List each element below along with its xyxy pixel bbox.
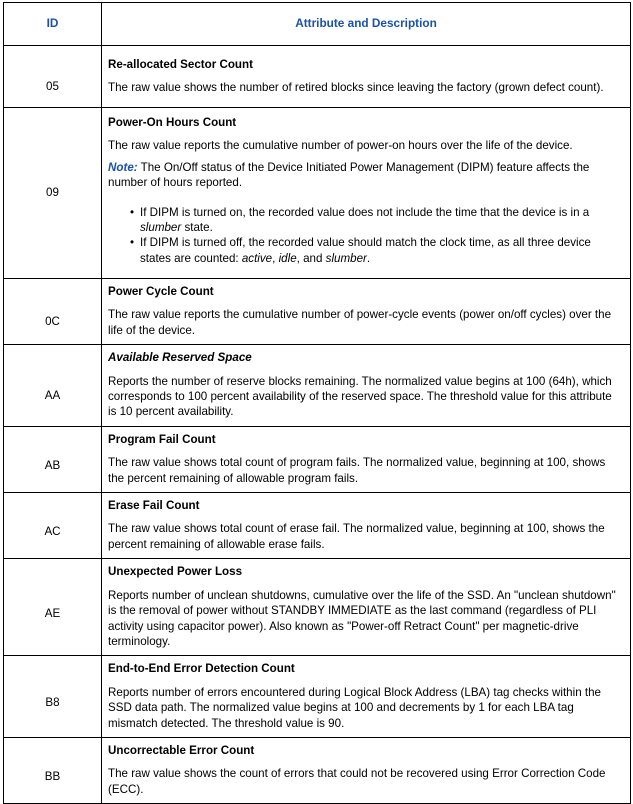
attribute-cell: [102, 559, 631, 656]
list-item: [130, 205, 620, 236]
note-bullet-list: [108, 205, 620, 267]
table-row: [4, 46, 631, 108]
attribute-title: End-to-End Error Detection Count: [108, 662, 295, 676]
note-text: The On/Off status of the Device Initiated Power Management (DIPM) feature affects the number of hours reported.: [108, 160, 590, 190]
bullet-emphasis: slumber: [140, 220, 182, 234]
attribute-description: The raw value shows the number of retired blocks since leaving the factory (grown defect count).: [108, 81, 604, 94]
attribute-note: [108, 160, 620, 191]
attribute-description: The raw value shows total count of program fails. The normalized value, beginning at 100, shows the percent remaining of allowable program fails.: [108, 456, 606, 485]
note-label: Note:: [108, 160, 138, 174]
attribute-cell: [102, 493, 631, 559]
table-row: [4, 493, 631, 559]
attribute-cell: [102, 345, 631, 427]
bullet-text: state.: [181, 220, 213, 234]
attribute-id: B8: [4, 656, 102, 738]
attribute-id: BB: [4, 737, 102, 803]
attribute-description: The raw value shows total count of erase fail. The normalized value, beginning at 100, shows the percent remaining of allowable erase fails.: [108, 522, 605, 551]
attribute-id: 0C: [4, 279, 102, 345]
table-row: [4, 345, 631, 427]
bullet-text: , and: [296, 251, 326, 265]
table-row: [4, 279, 631, 345]
bullet-text: ,: [272, 251, 279, 265]
table-row: [4, 426, 631, 492]
bullet-text: If DIPM is turned off, the recorded value should match the clock time, as all three device states are counted:: [140, 236, 591, 265]
attribute-description: The raw value reports the cumulative number of power-cycle events (power on/off cycles) over the life of the device.: [108, 308, 612, 337]
attribute-title: Uncorrectable Error Count: [108, 743, 255, 757]
header-attribute-description: Attribute and Description: [102, 3, 631, 46]
bullet-text: If DIPM is turned on, the recorded value does not include the time that the device is in a: [140, 205, 590, 219]
attribute-description: Reports number of unclean shutdowns, cumulative over the life of the SSD. An "unclean shutdown" is the removal of power without STANDBY IMMEDIATE as the last command (regardless of PLI activity using capacitor power). Also known as "Power-off Retract Count" per magnetic-drive terminology.: [108, 588, 616, 648]
attribute-id: AA: [4, 345, 102, 427]
attribute-cell: [102, 46, 631, 108]
attribute-description: The raw value reports the cumulative number of power-on hours over the life of the device.: [108, 139, 573, 153]
attribute-id: 09: [4, 108, 102, 279]
attribute-id: AC: [4, 493, 102, 559]
attribute-id: 05: [4, 46, 102, 108]
attribute-title: Re-allocated Sector Count: [108, 57, 253, 71]
table-row: [4, 559, 631, 656]
header-id: ID: [4, 3, 102, 46]
attribute-title: Available Reserved Space: [108, 351, 252, 365]
attribute-title: Power Cycle Count: [108, 285, 214, 298]
attribute-title: Power-On Hours Count: [108, 115, 237, 129]
smart-attribute-table: [3, 2, 631, 804]
attribute-description: Reports the number of reserve blocks remaining. The normalized value begins at 100 (64h), which corresponds to 100 percent availability of the reserved space. The threshold value for this attribute is 10 percent availability.: [108, 374, 612, 419]
attribute-description: The raw value shows the count of errors that could not be recovered using Error Correction Code (ECC).: [108, 767, 606, 796]
bullet-emphasis: active: [241, 251, 273, 265]
bullet-text: .: [366, 251, 371, 265]
attribute-id: AE: [4, 559, 102, 656]
attribute-cell: [102, 108, 631, 279]
attribute-cell: [102, 426, 631, 492]
table-header-row: [4, 3, 631, 46]
list-item: [130, 235, 620, 266]
attribute-cell: [102, 656, 631, 738]
table-row: [4, 656, 631, 738]
table-row: [4, 737, 631, 803]
bullet-emphasis: slumber: [325, 251, 367, 265]
attribute-description: Reports number of errors encountered during Logical Block Address (LBA) tag checks within the SSD data path. The normalized value begins at 100 and decrements by 1 for each LBA tag mismatch detected. The threshold value is 90.: [108, 685, 601, 730]
attribute-title: Erase Fail Count: [108, 499, 200, 513]
table-row: [4, 108, 631, 279]
bullet-emphasis: idle: [278, 251, 297, 265]
attribute-cell: [102, 737, 631, 803]
attribute-cell: [102, 279, 631, 345]
attribute-title: Program Fail Count: [108, 432, 216, 446]
attribute-title: Unexpected Power Loss: [108, 565, 243, 579]
attribute-id: AB: [4, 426, 102, 492]
